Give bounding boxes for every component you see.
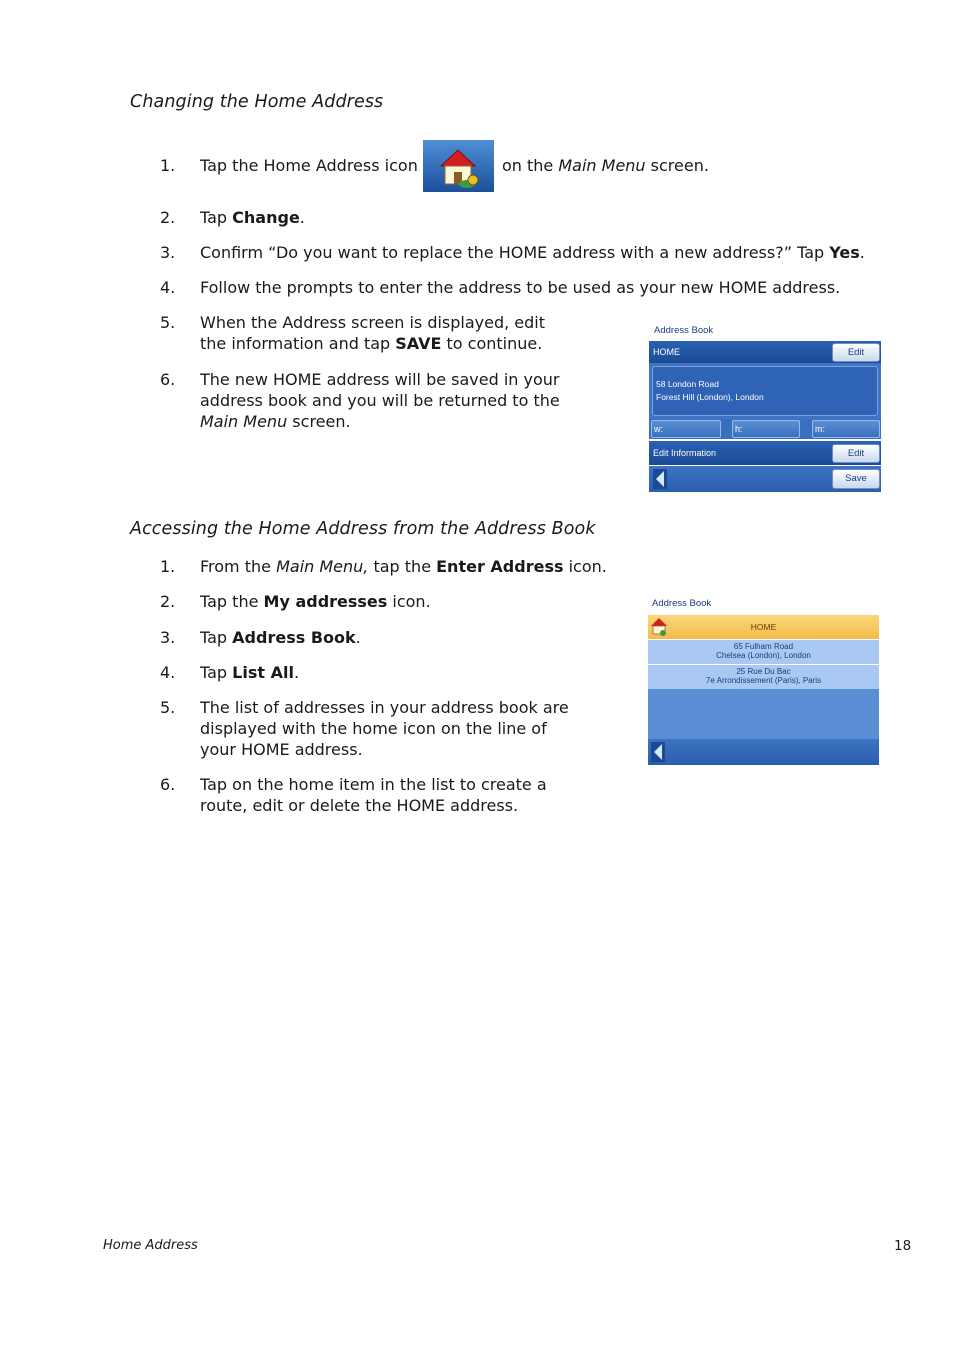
step-number: 1. <box>160 156 176 175</box>
step-text: Tap the Home Address icon <box>200 156 418 175</box>
step-text: The new HOME address will be saved in your address book and you will be returned to the Main Menu screen. <box>200 370 560 431</box>
home-bar <box>649 341 881 363</box>
step-number: 6. <box>160 775 176 794</box>
step-text: Follow the prompts to enter the address to be used as your new HOME address. <box>200 278 841 297</box>
step-text: Tap on the home item in the list to create a route, edit or delete the HOME address. <box>200 775 547 815</box>
step-text: Tap List All. <box>200 663 300 682</box>
screen-title: Address Book <box>652 598 712 609</box>
step-number: 5. <box>160 698 176 717</box>
list-empty-area <box>648 689 879 739</box>
step-text: Confirm “Do you want to replace the HOME address with a new address?” Tap Yes. <box>200 243 865 262</box>
step-number: 3. <box>160 243 176 262</box>
home-label: HOME <box>653 347 680 357</box>
list-item[interactable]: 25 Rue Du Bac 7e Arrondissement (Paris), Paris <box>648 665 879 689</box>
step-text: The list of addresses in your address book are displayed with the home icon on the line of your HOME address. <box>200 698 569 759</box>
step-text: Tap Change. <box>200 208 305 227</box>
step-number: 2. <box>160 592 176 611</box>
step-number: 5. <box>160 313 176 332</box>
home-address-icon <box>423 140 494 192</box>
step-text-cont: on the Main Menu screen. <box>502 156 709 175</box>
home-phone-field[interactable]: h: <box>732 420 800 438</box>
edit-information-label: Edit Information <box>653 448 717 458</box>
footer-section-title: Home Address <box>103 1238 198 1253</box>
mobile-phone-field[interactable]: m: <box>812 420 880 438</box>
edit-information-bar <box>649 441 881 465</box>
address-panel <box>649 363 881 421</box>
section-heading-accessing: Accessing the Home Address from the Address Book <box>130 519 596 539</box>
back-arrow-icon[interactable] <box>653 469 667 489</box>
home-list-row[interactable]: HOME <box>648 615 879 639</box>
step-number: 1. <box>160 557 176 576</box>
bottom-bar <box>648 739 879 765</box>
screen-title: Address Book <box>654 325 714 336</box>
address-text: 58 London Road Forest Hill (London), London <box>656 379 764 402</box>
address-list-screen <box>648 594 879 765</box>
edit-button[interactable]: Edit <box>832 343 880 362</box>
edit-info-button[interactable]: Edit <box>832 444 880 463</box>
bottom-bar <box>649 466 881 492</box>
page-number: 18 <box>894 1238 912 1254</box>
address-book-screen <box>649 321 881 492</box>
section-heading-changing: Changing the Home Address <box>130 92 384 112</box>
back-arrow-icon[interactable] <box>651 742 665 762</box>
step-number: 4. <box>160 663 176 682</box>
step-number: 4. <box>160 278 176 297</box>
step-text: Tap Address Book. <box>200 628 361 647</box>
step-text: From the Main Menu, tap the Enter Address icon. <box>200 557 607 576</box>
phone-fields-row <box>649 419 881 439</box>
step-number: 6. <box>160 370 176 389</box>
step-number: 2. <box>160 208 176 227</box>
step-text: Tap the My addresses icon. <box>200 592 431 611</box>
list-item[interactable]: 65 Fulham Road Chelsea (London), London <box>648 640 879 665</box>
step-number: 3. <box>160 628 176 647</box>
step-text: When the Address screen is displayed, edit the information and tap SAVE to continue. <box>200 313 546 353</box>
work-phone-field[interactable]: w: <box>651 420 721 438</box>
save-button[interactable]: Save <box>832 469 880 489</box>
